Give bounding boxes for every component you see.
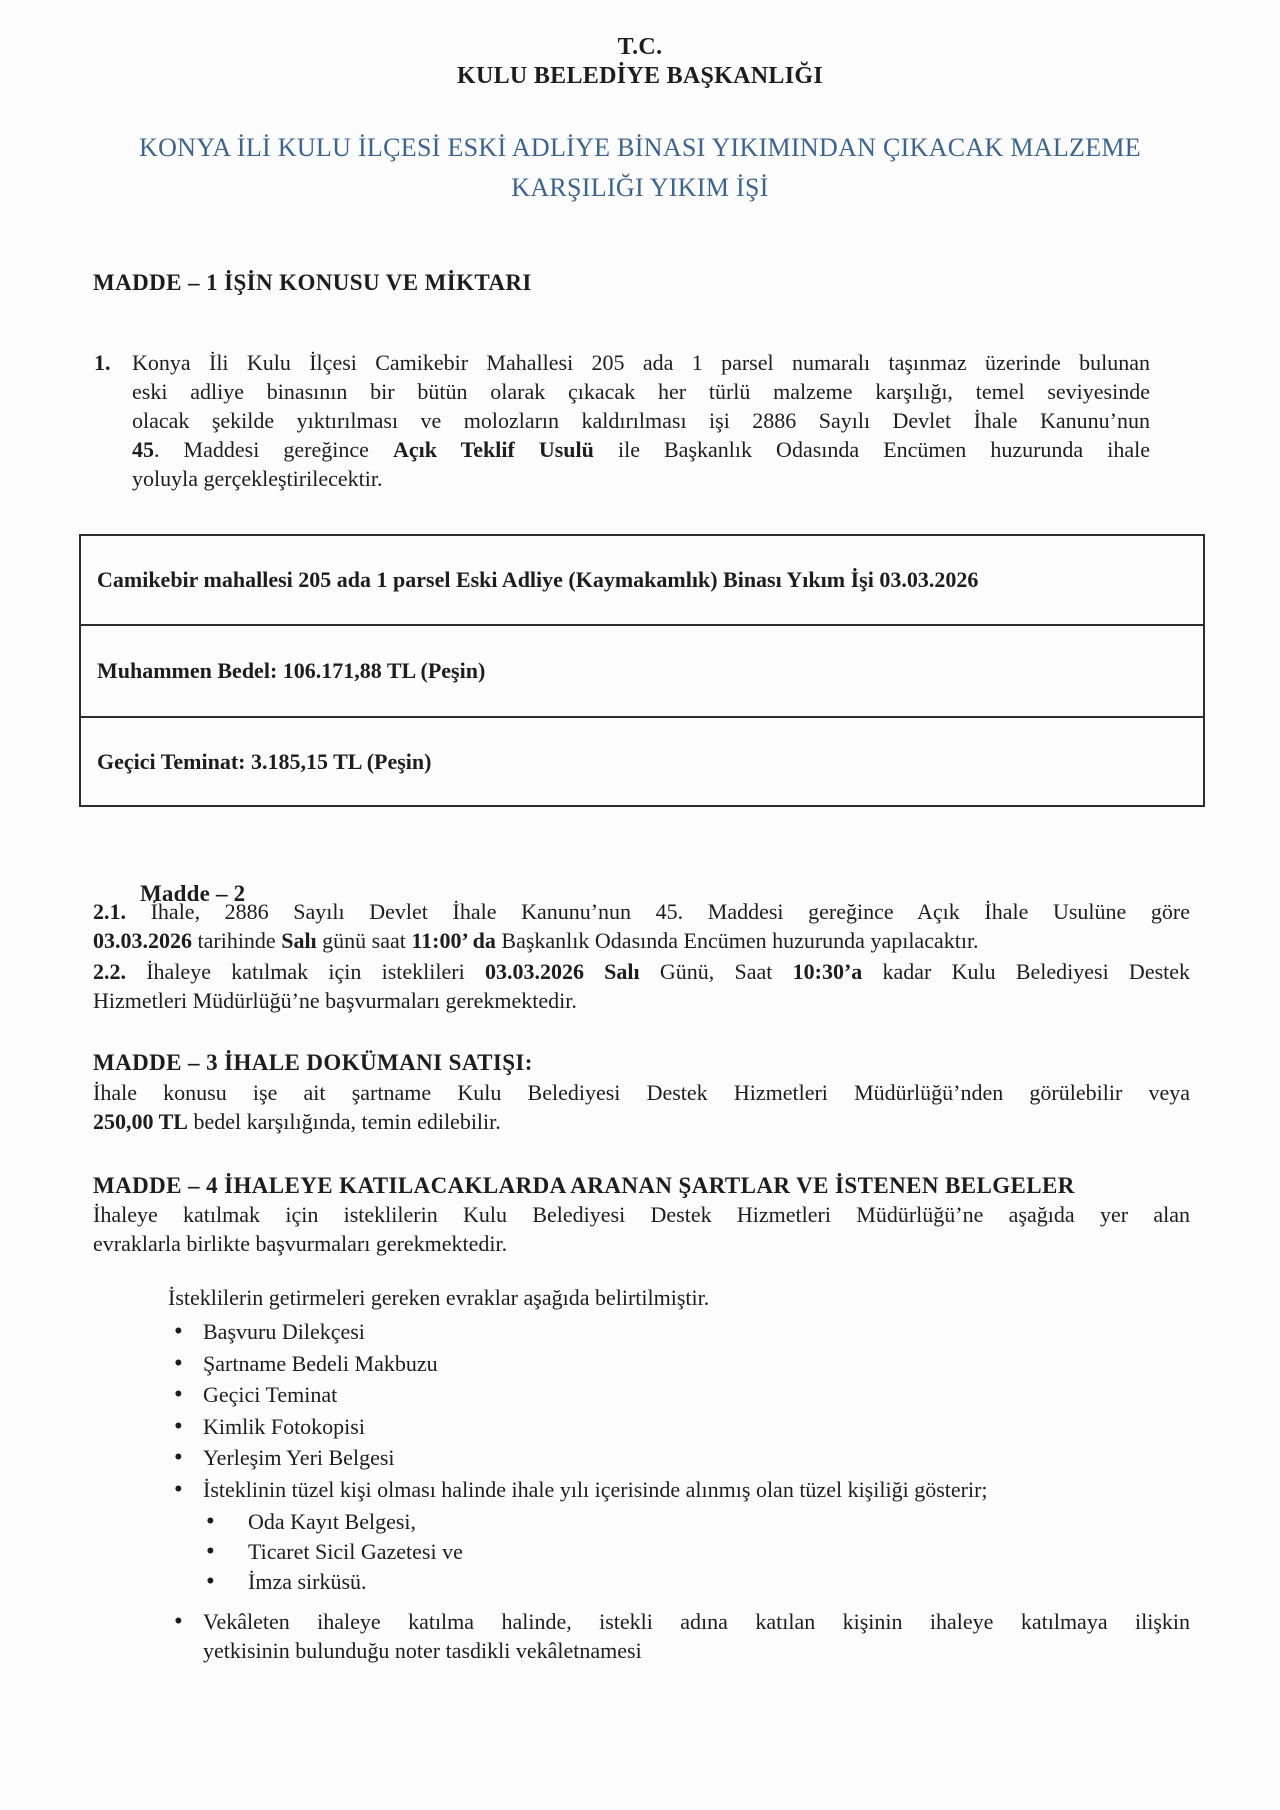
list-item-label: Oda Kayıt Belgesi, (248, 1509, 417, 1534)
documents-list-intro: İsteklilerin getirmeleri gereken evraklar aşağıda belirtilmiştir. (168, 1285, 710, 1310)
text-line: olacak şekilde yıktırılması ve molozların kaldırılması işi 2886 Sayılı Devlet İhale Kanunu’nun (132, 408, 1150, 433)
text-line: Konya İli Kulu İlçesi Camikebir Mahallesi 205 ada 1 parsel numaralı taşınmaz üzerinde bulunan (132, 350, 1150, 375)
text-line: 45. Maddesi gereğince Açık Teklif Usulü ile Başkanlık Odasında Encümen huzurunda ihale (132, 437, 1151, 462)
legal-entity-sub-list (93, 1507, 1190, 1597)
text-line: yetkisinin bulunduğu noter tasdikli vekâletnamesi (203, 1638, 642, 1663)
list-item (93, 1348, 1190, 1380)
text-line: KARŞILIĞI YIKIM İŞİ (511, 173, 769, 202)
numbered-paragraph-1 (93, 348, 1150, 493)
list-item (93, 1442, 1190, 1474)
list-item (93, 1411, 1190, 1443)
paragraph-madde-4 (93, 1200, 1190, 1258)
text-line: 2.1. İhale, 2886 Sayılı Devlet İhale Kanunu’nun 45. Maddesi gereğince Açık İhale Usulüne göre (93, 899, 1190, 924)
proxy-bullet-item (93, 1607, 1190, 1665)
bullet-icon: • (206, 1508, 215, 1535)
list-number: 1. (94, 350, 111, 375)
list-item (93, 1474, 1190, 1506)
table-row-work-description: Camikebir mahallesi 205 ada 1 parsel Eski Adliye (Kaymakamlık) Binası Yıkım İşi 03.03.2026 (97, 567, 979, 592)
text-line: 2.2. İhaleye katılmak için isteklileri 03.03.2026 Salı Günü, Saat 10:30’a kadar Kulu Belediyesi Destek (93, 959, 1191, 984)
text-line: Vekâleten ihaleye katılma halinde, istekli adına katılan kişinin ihaleye katılmaya ilişkin (203, 1609, 1190, 1634)
list-item (93, 1567, 1190, 1597)
paragraph-2-1 (93, 897, 1190, 955)
document-header (0, 33, 1280, 91)
list-item-label: Yerleşim Yeri Belgesi (203, 1445, 395, 1470)
bullet-icon: • (174, 1349, 183, 1377)
info-table (79, 534, 1205, 807)
bullet-icon: • (206, 1568, 215, 1595)
section-heading-madde-1: MADDE – 1 İŞİN KONUSU VE MİKTARI (93, 270, 532, 295)
list-item-label: Kimlik Fotokopisi (203, 1413, 365, 1439)
list-item-label: Başvuru Dilekçesi (203, 1319, 365, 1344)
proxy-item-text (203, 1607, 1190, 1665)
list-item-label: Ticaret Sicil Gazetesi ve (248, 1539, 463, 1564)
text-line: 250,00 TL bedel karşılığında, temin edilebilir. (93, 1109, 501, 1134)
list-item-label: Geçici Teminat (203, 1382, 338, 1407)
list-item (93, 1379, 1190, 1411)
header-tc: T.C. (617, 34, 663, 60)
text-line: 03.03.2026 tarihinde Salı günü saat 11:00’ da Başkanlık Odasında Encümen huzurunda yapılacaktır. (93, 928, 979, 953)
text-line: eski adliye binasının bir bütün olarak çıkacak her türlü malzeme karşılığı, temel seviyesinde (132, 379, 1150, 404)
list-item-label: İmza sirküsü. (248, 1569, 367, 1594)
text-line: evraklarla birlikte başvurmaları gerekmektedir. (93, 1231, 508, 1256)
section-heading-madde-4: MADDE – 4 İHALEYE KATILACAKLARDA ARANAN ŞARTLAR VE İSTENEN BELGELER (93, 1173, 1075, 1198)
documents-bullet-list (93, 1316, 1190, 1505)
text-line: KONYA İLİ KULU İLÇESİ ESKİ ADLİYE BİNASI YIKIMINDAN ÇIKACAK MALZEME (139, 133, 1141, 162)
paragraph-text (132, 348, 1150, 493)
paragraph-2-2 (93, 957, 1190, 1015)
list-item-label: Şartname Bedeli Makbuzu (203, 1350, 438, 1376)
paragraph-madde-3 (93, 1078, 1190, 1136)
bullet-icon: • (174, 1608, 183, 1635)
bullet-icon: • (174, 1412, 183, 1440)
bullet-icon: • (174, 1318, 183, 1345)
header-organization: KULU BELEDİYE BAŞKANLIĞI (457, 63, 823, 89)
text-line: İhaleye katılmak için isteklilerin Kulu Belediyesi Destek Hizmetleri Müdürlüğü’ne aşağıda yer alan (93, 1202, 1190, 1227)
text-line: yoluyla gerçekleştirilecektir. (132, 466, 383, 491)
list-item (93, 1507, 1190, 1537)
section-heading-madde-2: Madde – 2 (140, 881, 246, 906)
list-item-label: İsteklinin tüzel kişi olması halinde ihale yılı içerisinde alınmış olan tüzel kişiliği gösterir; (203, 1476, 988, 1502)
bullet-icon: • (174, 1381, 183, 1408)
list-item (93, 1316, 1190, 1348)
bullet-icon: • (206, 1538, 215, 1565)
text-line: İhale konusu işe ait şartname Kulu Belediyesi Destek Hizmetleri Müdürlüğü’nden görülebilir veya (93, 1080, 1190, 1105)
bullet-icon: • (174, 1444, 183, 1471)
list-item (93, 1537, 1190, 1567)
document-title (90, 128, 1190, 208)
bullet-icon: • (174, 1475, 183, 1503)
section-heading-madde-3: MADDE – 3 İHALE DOKÜMANI SATIŞI: (93, 1050, 533, 1075)
table-row-provisional-guarantee: Geçici Teminat: 3.185,15 TL (Peşin) (81, 716, 1203, 805)
table-row-estimated-cost: Muhammen Bedel: 106.171,88 TL (Peşin) (81, 624, 1203, 716)
text-line: Hizmetleri Müdürlüğü’ne başvurmaları gerekmektedir. (93, 988, 577, 1013)
